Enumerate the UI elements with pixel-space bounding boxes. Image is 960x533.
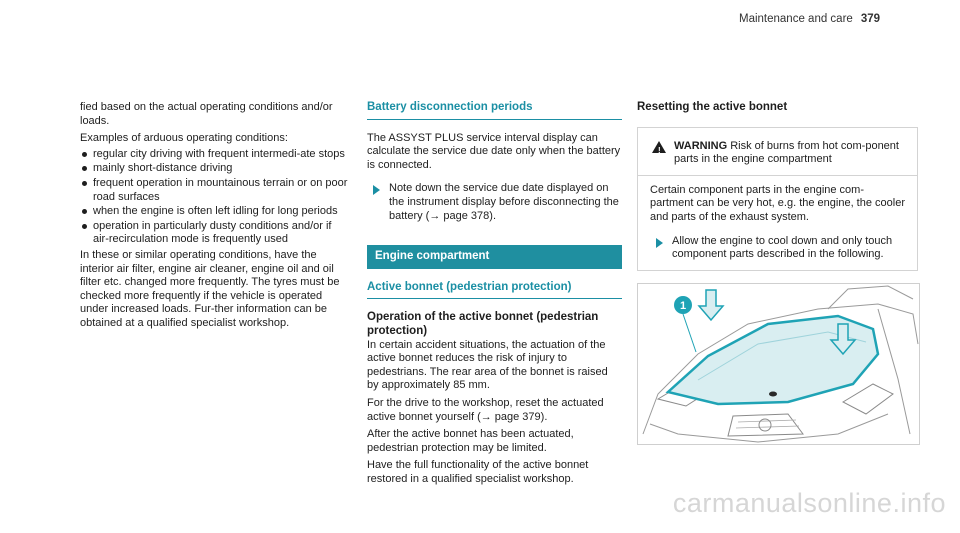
list-item: operation in particularly dusty conditions and/or if air-recirculation mode is frequently used xyxy=(80,220,350,247)
warning-body: Certain component parts in the engine com-partment can be very hot, e.g. the engine, the cooler and parts of the exhaust system. xyxy=(650,183,905,223)
battery-step-text: Note down the service due date displayed on the instrument display before disconnecting the battery (→ page 378). xyxy=(389,182,619,222)
watermark: carmanualsonline.info xyxy=(672,488,946,518)
after-text: After the active bonnet has been actuated, pedestrian protection may be limited. xyxy=(367,428,574,454)
running-head xyxy=(739,13,880,25)
reset-heading: Resetting the active bonnet xyxy=(637,101,788,113)
battery-step xyxy=(367,182,622,223)
operation-heading: Operation of the active bonnet (pedestrian protection) xyxy=(367,311,599,337)
warning-icon: ! xyxy=(652,141,666,153)
column-3 xyxy=(637,101,918,445)
column-1 xyxy=(80,101,350,331)
bonnet-heading: Active bonnet (pedestrian protection) xyxy=(367,281,622,300)
warning-row xyxy=(650,140,905,167)
list-item: frequent operation in mountainous terrain or on poor road surfaces xyxy=(80,177,350,204)
step-arrow-icon xyxy=(373,185,380,195)
step-arrow-icon xyxy=(656,238,663,248)
list-item: mainly short-distance driving xyxy=(80,162,350,176)
column-2 xyxy=(367,101,622,486)
warning-text: Risk of burns from hot com-ponent parts in the engine compartment xyxy=(674,139,899,166)
section-title: Maintenance and care xyxy=(739,13,853,25)
car-bonnet-illustration xyxy=(638,284,919,444)
battery-heading: Battery disconnection periods xyxy=(367,101,622,120)
page-number: 379 xyxy=(860,13,880,25)
drive-text: For the drive to the workshop, reset the actuated active bonnet yourself (→ page 379). xyxy=(367,396,604,423)
have-text: Have the full functionality of the active bonnet restored in a qualified specialist workshop. xyxy=(367,459,589,485)
examples-list xyxy=(80,148,350,247)
closing-text: In these or similar operating conditions, have the interior air filter, engine air cleaner, engine oil and oil filter etc. changed more frequently. The tyres must be checked more frequently if the vehicle is operated under increased loads. Fur-ther information can be obtained at a qualified specialist workshop. xyxy=(80,248,340,329)
list-item: regular city driving with frequent intermedi-ate stops xyxy=(80,148,350,162)
battery-text: The ASSYST PLUS service interval display can calculate the service due date only when the battery is connected. xyxy=(367,131,621,171)
callout-number: 1 xyxy=(679,299,687,312)
engine-compartment-bar: Engine compartment xyxy=(367,245,622,269)
warning-step-text: Allow the engine to cool down and only touch component parts described in the following. xyxy=(672,234,893,261)
warning-divider xyxy=(638,175,917,176)
bonnet-figure xyxy=(637,283,920,445)
warning-label: WARNING xyxy=(674,139,728,152)
operation-text: In certain accident situations, the actuation of the active bonnet reduces the risk of injury to pedestrians. The rear area of the bonnet is raised by approximately 85 mm. xyxy=(367,338,608,392)
down-arrow-icon xyxy=(699,290,723,320)
warning-box xyxy=(637,127,918,271)
examples-label: Examples of arduous operating conditions: xyxy=(80,132,288,145)
list-item: when the engine is often left idling for long periods xyxy=(80,205,350,219)
warning-step xyxy=(650,235,905,262)
intro-text: fied based on the actual operating conditions and/or loads. xyxy=(80,101,333,127)
